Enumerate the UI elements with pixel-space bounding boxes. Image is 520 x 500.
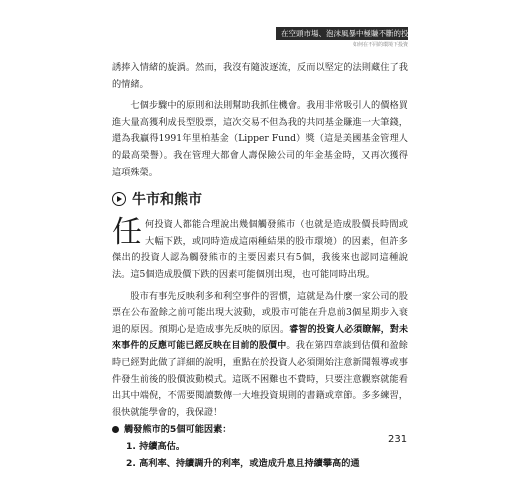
bullet-dot-icon xyxy=(112,426,119,433)
drop-cap: 任 xyxy=(112,215,142,251)
bullet-label: 觸發熊市的5個可能因素： xyxy=(124,424,232,436)
paragraph-4-emphasis: 睿智的投資人必須瞭解，對未來事件的反應可能已經反映在目前的股價中 xyxy=(112,324,408,352)
section-heading xyxy=(112,185,408,213)
paragraph-4-rest: 。我在第四章談到估價和盈餘時已經對此做了詳細的說明，重點在於投資人必須開始注意新聞報導或事件發生前後的股價波動模式。這既不困難也不費時，只要注意觀察就能看出其中端倪，不需要閱讀數傳一大堆投資規則的書籍或章節。多多練習，很快就能學會的，我保證！ xyxy=(112,340,408,418)
paragraph-4 xyxy=(112,289,408,422)
paragraph-2: 七個步驟中的原則和法則幫助我抓住機會。我用非常吸引人的價格買進大量高獲利成長型股票，這次交易不但為我的共同基金賺進一大筆錢，還為我贏得1991年里柏基金（Lipper Fund）獎（這是美國基金管理人的最高榮譽）。我在管理大都會人壽保險公司的年金基金時，又再次獲得這項殊榮。 xyxy=(112,100,408,178)
paragraph-3-text: 何投資人都能合理說出幾個觸發熊市（也就是造成股價長時間或大幅下跌，或同時造成這兩種結果的股市環境）的因素，但許多傑出的投資人認為觸發熊市的主要因素只有5個，我後來也認同這種說法。這5個造成股價下跌的因素可能個別出現，也可能同時出現。 xyxy=(112,219,408,280)
paragraph-4-intro: 股市有事先反映利多和利空事件的習慣，這就是為什麼一家公司的股票在公布盈餘之前可能出現大波動，或股市可能在升息前3個星期步入衰退的原因。預期心是造成事先反映的原因。 xyxy=(112,290,408,335)
list-item: 2. 高利率、持續調升的利率，或造成升息且持續攀高的通 xyxy=(126,458,360,470)
list-item: 1. 持續高估。 xyxy=(126,441,186,453)
page-content xyxy=(112,60,408,472)
page-number: 231 xyxy=(388,434,408,445)
paragraph-1: 誘捧入情緒的旋渦。然而，我沒有隨波逐流，反而以堅定的法則藏住了我的情緒。 xyxy=(112,62,408,90)
play-circle-icon xyxy=(112,192,126,206)
section-title: 牛市和熊市 xyxy=(132,192,202,209)
chapter-subtitle: 如何在不同的環境下投資 xyxy=(352,42,408,48)
chapter-header: 在空頭市場、泡沫風暴中極賺不斷的投資策略 xyxy=(276,27,408,40)
bullet-heading xyxy=(112,421,408,438)
paragraph-3 xyxy=(112,217,408,283)
